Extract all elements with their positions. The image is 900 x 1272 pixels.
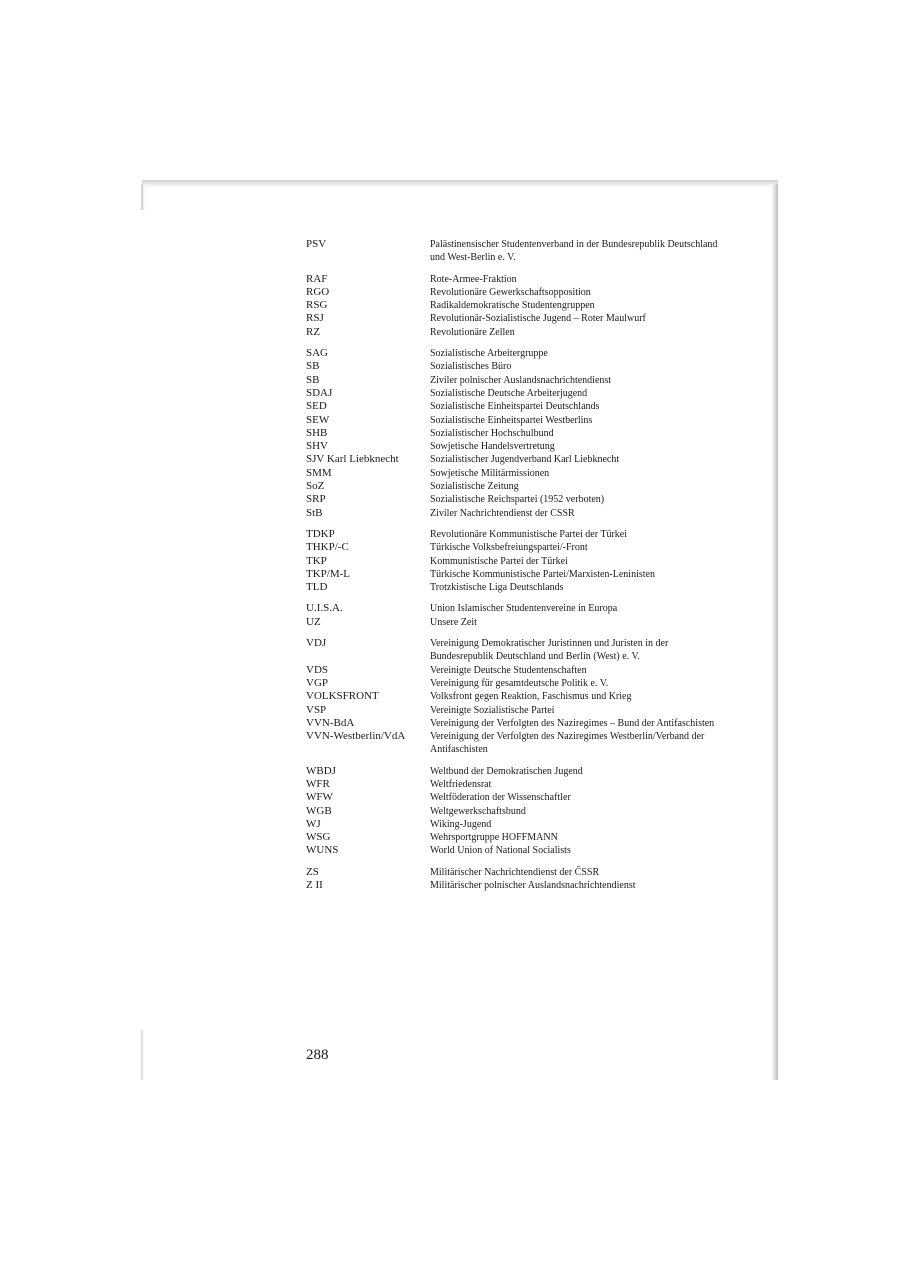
abbreviation-entry xyxy=(306,400,726,413)
abbreviation-description: Trotzkistische Liga Deutschlands xyxy=(430,582,564,594)
abbreviation-description: Revolutionäre Zellen xyxy=(430,326,515,338)
abbreviation: WUNS xyxy=(306,844,339,857)
abbreviation-entry xyxy=(306,677,726,690)
abbreviation: RSJ xyxy=(306,312,324,325)
abbreviation-description: Unsere Zeit xyxy=(430,616,477,628)
abbreviation-entry xyxy=(306,238,726,265)
abbreviation-entry xyxy=(306,467,726,480)
abbreviation: SMM xyxy=(306,466,332,479)
abbreviation-description: Vereinigung Demokratischer Juristinnen und Juristen in der Bundesrepublik Deutschland und Berlin (West) e. V. xyxy=(430,638,669,663)
abbreviation-entry xyxy=(306,286,726,299)
abbreviation-entry xyxy=(306,299,726,312)
abbreviation: VGP xyxy=(306,676,329,689)
abbreviation-description: Palästinensischer Studentenverband in der Bundesrepublik Deutschland und West-Berlin e. V. xyxy=(430,239,718,264)
page-edge-left xyxy=(141,184,145,210)
abbreviation-entry xyxy=(306,312,726,325)
abbreviation: RGO xyxy=(306,285,330,298)
abbreviation: THKP/-C xyxy=(306,541,349,554)
abbreviation-description: Sozialistische Einheitspartei Westberlins xyxy=(430,414,593,426)
abbreviation: VDJ xyxy=(306,637,327,650)
abbreviation-description: Revolutionäre Kommunistische Partei der Türkei xyxy=(430,528,627,540)
abbreviation-description: Volksfront gegen Reaktion, Faschismus und Krieg xyxy=(430,691,632,703)
abbreviation-entry xyxy=(306,717,726,730)
abbreviation-entry xyxy=(306,453,726,466)
abbreviation-description: Weltfriedensrat xyxy=(430,778,492,790)
abbreviation-description: Vereinigte Deutsche Studentenschaften xyxy=(430,664,587,676)
abbreviation-entry xyxy=(306,616,726,629)
abbreviation-description: Weltbund der Demokratischen Jugend xyxy=(430,765,583,777)
abbreviation-description: World Union of National Socialists xyxy=(430,845,571,857)
abbreviation-group xyxy=(306,866,726,893)
abbreviation-description: Sowjetische Militärmissionen xyxy=(430,467,550,479)
abbreviation: SB xyxy=(306,360,320,373)
abbreviation: TKP xyxy=(306,554,327,567)
abbreviation: WJ xyxy=(306,817,321,830)
abbreviation-group xyxy=(306,637,726,757)
abbreviation-entry xyxy=(306,347,726,360)
abbreviation-description: Vereinigung für gesamtdeutsche Politik e. V. xyxy=(430,677,609,689)
abbreviation-group xyxy=(306,238,726,265)
abbreviation-description: Revolutionäre Gewerkschaftsopposition xyxy=(430,286,591,298)
abbreviation: SRP xyxy=(306,493,326,506)
abbreviation-description: Wiking-Jugend xyxy=(430,818,492,830)
abbreviation: SJV Karl Liebknecht xyxy=(306,453,399,466)
page-number: 288 xyxy=(306,1047,329,1063)
abbreviation-description: Türkische Volksbefreiungspartei/-Front xyxy=(430,542,588,554)
abbreviation: U.I.S.A. xyxy=(306,602,343,615)
abbreviation-entry xyxy=(306,664,726,677)
page-edge-left-bottom xyxy=(141,1030,144,1080)
abbreviation: VOLKSFRONT xyxy=(306,690,379,703)
abbreviation-entry xyxy=(306,730,726,757)
abbreviation: SHV xyxy=(306,440,329,453)
abbreviation-entry xyxy=(306,326,726,339)
abbreviation-description: Sozialistische Arbeitergruppe xyxy=(430,348,548,360)
abbreviation: SDAJ xyxy=(306,386,333,399)
abbreviation-description: Kommunistische Partei der Türkei xyxy=(430,555,568,567)
abbreviation: RAF xyxy=(306,272,328,285)
abbreviation-description: Vereinigung der Verfolgten des Naziregimes Westberlin/Verband der Antifaschisten xyxy=(430,731,705,756)
abbreviation: ZS xyxy=(306,865,319,878)
abbreviation: SEW xyxy=(306,413,330,426)
abbreviation-entry xyxy=(306,637,726,664)
abbreviation-entry xyxy=(306,528,726,541)
abbreviation-entry xyxy=(306,541,726,554)
abbreviation: WFW xyxy=(306,791,333,804)
abbreviation-entry xyxy=(306,765,726,778)
abbreviation: VVN-Westberlin/VdA xyxy=(306,730,406,743)
abbreviation: SB xyxy=(306,373,320,386)
abbreviation-entry xyxy=(306,690,726,703)
abbreviation: VVN-BdA xyxy=(306,716,355,729)
abbreviation-description: Sozialistischer Hochschulbund xyxy=(430,427,554,439)
abbreviation-entry xyxy=(306,879,726,892)
abbreviation-description: Radikaldemokratische Studentengruppen xyxy=(430,300,595,312)
abbreviation-entry xyxy=(306,778,726,791)
page-edge-right xyxy=(771,184,778,1080)
abbreviation: Z II xyxy=(306,879,323,892)
abbreviation: SHB xyxy=(306,426,328,439)
abbreviation-description: Wehrsportgruppe HOFFMANN xyxy=(430,832,558,844)
abbreviation-description: Union Islamischer Studentenvereine in Europa xyxy=(430,603,618,615)
abbreviation-list xyxy=(306,238,726,900)
abbreviation-entry xyxy=(306,568,726,581)
abbreviation: RZ xyxy=(306,325,321,338)
abbreviation-description: Weltgewerkschaftsbund xyxy=(430,805,526,817)
abbreviation-group xyxy=(306,273,726,339)
abbreviation: RSG xyxy=(306,299,328,312)
abbreviation: WFR xyxy=(306,777,330,790)
abbreviation: TLD xyxy=(306,581,328,594)
abbreviation-entry xyxy=(306,414,726,427)
abbreviation: TKP/M-L xyxy=(306,567,350,580)
abbreviation-entry xyxy=(306,602,726,615)
abbreviation-entry xyxy=(306,427,726,440)
abbreviation: SoZ xyxy=(306,480,325,493)
abbreviation-entry xyxy=(306,374,726,387)
abbreviation-entry xyxy=(306,480,726,493)
abbreviation: SAG xyxy=(306,347,329,360)
abbreviation: WGB xyxy=(306,804,332,817)
abbreviation-group xyxy=(306,528,726,594)
abbreviation-description: Rote-Armee-Fraktion xyxy=(430,273,517,285)
abbreviation-entry xyxy=(306,866,726,879)
abbreviation: PSV xyxy=(306,238,327,250)
abbreviation-description: Sozialistische Zeitung xyxy=(430,481,519,493)
abbreviation: VDS xyxy=(306,663,329,676)
abbreviation-description: Sozialistischer Jugendverband Karl Liebknecht xyxy=(430,454,620,466)
abbreviation-description: Vereinigung der Verfolgten des Naziregimes – Bund der Antifaschisten xyxy=(430,717,715,729)
abbreviation-description: Revolutionär-Sozialistische Jugend – Roter Maulwurf xyxy=(430,313,646,325)
abbreviation-entry xyxy=(306,493,726,506)
abbreviation: StB xyxy=(306,506,323,519)
abbreviation-description: Ziviler polnischer Auslandsnachrichtendienst xyxy=(430,374,612,386)
abbreviation-entry xyxy=(306,791,726,804)
abbreviation: TDKP xyxy=(306,527,335,540)
abbreviation-entry xyxy=(306,844,726,857)
abbreviation-description: Türkische Kommunistische Partei/Marxisten-Leninisten xyxy=(430,568,655,580)
abbreviation-description: Sozialistische Reichspartei (1952 verboten) xyxy=(430,494,605,506)
abbreviation-entry xyxy=(306,387,726,400)
abbreviation-entry xyxy=(306,273,726,286)
abbreviation-entry xyxy=(306,831,726,844)
abbreviation-description: Sozialistische Deutsche Arbeiterjugend xyxy=(430,387,588,399)
abbreviation: WBDJ xyxy=(306,764,336,777)
abbreviation-entry xyxy=(306,818,726,831)
abbreviation-description: Sowjetische Handelsvertretung xyxy=(430,441,555,453)
abbreviation-description: Sozialistische Einheitspartei Deutschlands xyxy=(430,401,600,413)
abbreviation-group xyxy=(306,765,726,858)
abbreviation: UZ xyxy=(306,615,321,628)
abbreviation-description: Militärischer Nachrichtendienst der ČSSR xyxy=(430,866,600,878)
abbreviation-entry xyxy=(306,507,726,520)
abbreviation-entry xyxy=(306,360,726,373)
page-edge-top xyxy=(142,180,778,188)
abbreviation: WSG xyxy=(306,831,331,844)
abbreviation-entry xyxy=(306,581,726,594)
abbreviation-entry xyxy=(306,555,726,568)
abbreviation-description: Militärischer polnischer Auslandsnachrichtendienst xyxy=(430,880,636,892)
abbreviation-description: Ziviler Nachrichtendienst der CSSR xyxy=(430,507,575,519)
abbreviation-entry xyxy=(306,805,726,818)
abbreviation-group xyxy=(306,602,726,629)
abbreviation-entry xyxy=(306,440,726,453)
abbreviation-entry xyxy=(306,704,726,717)
abbreviation-group xyxy=(306,347,726,520)
abbreviation-description: Weltföderation der Wissenschaftler xyxy=(430,792,571,804)
abbreviation: SED xyxy=(306,400,327,413)
abbreviation: VSP xyxy=(306,703,327,716)
abbreviation-description: Sozialistisches Büro xyxy=(430,361,512,373)
abbreviation-description: Vereinigte Sozialistische Partei xyxy=(430,704,555,716)
